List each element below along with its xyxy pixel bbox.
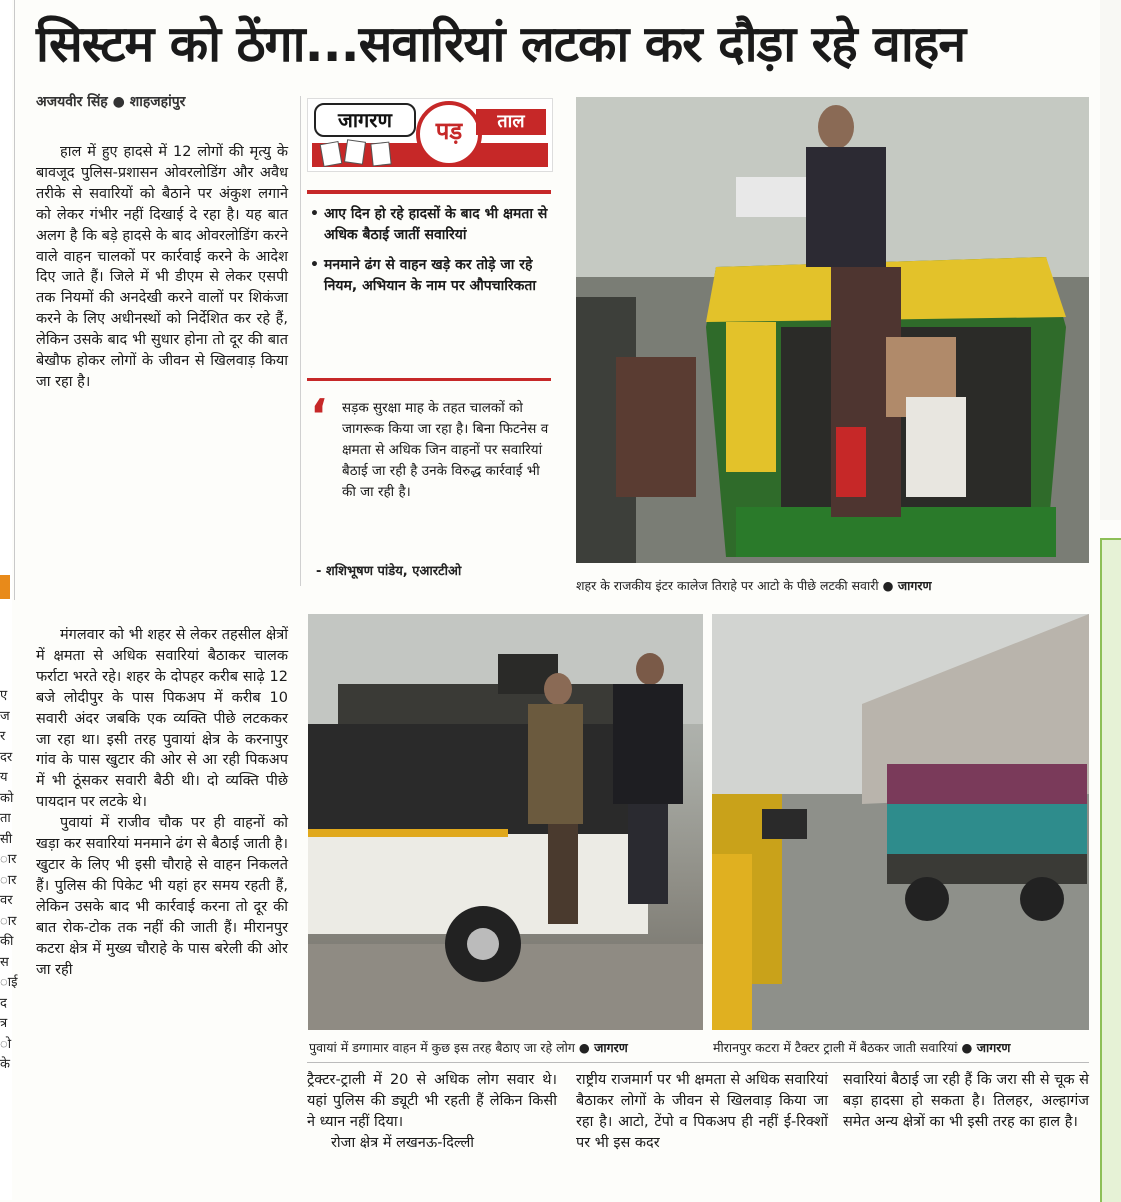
caption-text: मीरानपुर कटरा में टैक्टर ट्राली में बैठकर जाती सवारियां — [713, 1040, 958, 1055]
article-column-1 — [36, 142, 288, 393]
fragment-line: ता — [0, 811, 11, 826]
red-divider — [307, 190, 551, 194]
paragraph: राष्ट्रीय राजमार्ग पर भी क्षमता से अधिक सवारियां बैठाकर लोगों के जीवन से खिलवाड़ किया जा रहा है। आटो, टेंपो व पिकअप ही नहीं ई-रिक्शों पर भी इस कदर — [576, 1072, 828, 1151]
photo-tractor-trolley — [712, 614, 1089, 1030]
fragment-line: ार — [0, 872, 17, 888]
red-divider — [307, 378, 551, 381]
caption-credit: ● जागरण — [578, 1040, 628, 1055]
article-column-3 — [576, 1070, 828, 1154]
photo-auto-rickshaw — [576, 97, 1089, 563]
logo-magnifier-text: पड़ — [416, 101, 482, 167]
fragment-line: ो — [0, 1036, 12, 1052]
article-column-1-continued — [36, 625, 288, 980]
paragraph: ट्रैक्टर-ट्राली में 20 से अधिक लोग सवार थे। यहां पुलिस की ड्यूटी भी रहती हैं लेकिन किसी ने ध्यान नहीं दिया। — [307, 1072, 557, 1130]
caption-text: शहर के राजकीय इंटर कालेज तिराहे पर आटो के पीछे लटकी सवारी — [576, 578, 879, 593]
paragraph: मंगलवार को भी शहर से लेकर तहसील क्षेत्रों में क्षमता से अधिक सवारियां बैठाकर चालक फर्राटा भरते रहे। शहर के दोपहर करीब साढ़े 12 बजे लोदीपुर के पास पिकअप में करीब 10 सवारी अंदर जबकि एक व्यक्ति पीछे लटककर जा रहा था। इसी तरह पुवायां क्षेत्र के करनापुर गांव के पास खुटार की ओर से आ रही पिकअप में भी ठूंसकर सवारी बैठी थी। दो व्यक्ति पीछे पायदान पर लटके थे। — [36, 627, 288, 811]
fragment-line: ार — [0, 913, 17, 929]
headline: सिस्टम को ठेंगा...सवारियां लटका कर दौड़ा रहे वाहन — [36, 15, 966, 73]
caption-text: पुवायां में डग्गामार वाहन में कुछ इस तरह बैठाए जा रहे लोग — [309, 1040, 575, 1055]
fragment-line: य — [0, 770, 8, 785]
article-column-2 — [307, 1070, 557, 1154]
fragment-line: ार — [0, 852, 17, 867]
quote-mark: ‘ — [310, 389, 328, 443]
bottom-divider — [307, 1062, 1089, 1063]
photo-3-caption — [713, 1039, 1010, 1056]
fragment-line: र — [0, 729, 6, 744]
paragraph: सवारियां बैठाई जा रही हैं कि जरा सी से चूक से बड़ा हादसा हो सकता है। तिलहर, अल्हागंज समेत अन्य क्षेत्रों का भी इसी तरह का हाल है। — [843, 1072, 1089, 1130]
documents-icon — [316, 139, 406, 167]
pickup-illustration — [308, 614, 703, 1030]
sidebar-rule — [300, 96, 301, 586]
quote-text: सड़क सुरक्षा माह के तहत चालकों को जागरूक किया जा रहा है। बिना फिटनेस व क्षमता से अधिक जिन वाहनों पर सवारियां बैठाई जा रही है उनके विरुद्ध कार्रवाई भी की जा रही है। — [342, 400, 549, 500]
fragment-line: के — [0, 1057, 10, 1072]
highlight-item: • मनमाने ढंग से वाहन खड़े कर तोड़े जा रहे नियम, अभियान के नाम पर औपचारिकता — [310, 255, 552, 296]
photo-1-caption — [576, 577, 932, 594]
article-column-4 — [843, 1070, 1089, 1133]
fragment-line: त्र — [0, 1016, 8, 1031]
right-green-box — [1100, 538, 1121, 1202]
fragment-line: की — [0, 934, 14, 949]
highlights-list — [310, 204, 552, 306]
fragment-line: को — [0, 790, 14, 806]
left-column-rule — [14, 0, 15, 600]
adjacent-article-fragment — [0, 686, 24, 1076]
paragraph: पुवायां में राजीव चौक पर ही वाहनों को खड़ा कर सवारियां मनमाने ढंग से बैठाई जाती है। खुटार के लिए भी इसी चौराहे से वाहन निकलते हैं। पुलिस की पिकेट भी यहां हर समय रहती हैं, लेकिन उसके बाद भी कार्रवाई करना तो दूर की बात रोक-टोक तक नहीं की जाती हैं। मीरानपुर कटरा क्षेत्र में मुख्य चौराहे के पास बरेली की ओर जा रही — [36, 815, 288, 978]
official-quote — [308, 389, 552, 503]
fragment-line: द — [0, 995, 7, 1011]
caption-credit: ● जागरण — [882, 578, 932, 593]
logo-jagran-text: जागरण — [314, 103, 416, 137]
quote-attribution: - शशिभूषण पांडेय, एआरटीओ — [316, 564, 462, 579]
caption-credit: ● जागरण — [961, 1040, 1011, 1055]
paragraph: रोजा क्षेत्र में लखनऊ-दिल्ली — [331, 1134, 475, 1151]
tractor-trolley-illustration — [712, 614, 1089, 1030]
fragment-line: दर — [0, 749, 13, 765]
orange-marker — [0, 575, 10, 599]
logo-tal-text: ताल — [476, 109, 546, 135]
jagran-padtal-logo — [307, 98, 553, 172]
photo-pickup-vehicle — [308, 614, 703, 1030]
auto-rickshaw-illustration — [576, 97, 1089, 563]
paragraph: हाल में हुए हादसे में 12 लोगों की मृत्यु के बावजूद पुलिस-प्रशासन ओवरलोडिंग और अवैध तरीके से सवारियों को बैठाने पर अंकुश लगाने को लेकर गंभीर नहीं दिखाई दे रहा है। यह बात अलग है कि बड़े हादसे के बाद ओवरलोडिंग करने वाले वाहन चालकों पर कार्रवाई करने के आदेश दिए जाते हैं। जिले में भी डीएम से लेकर एसपी तक नियमों की अनदेखी करने वालों पर शिकंजा करने के लिए अधीनस्थों को निर्देशित कर रहे हैं, लेकिन उसके बाद भी सुधार होना तो दूर की बात बेखौफ होकर लोगों के जीवन से खिलवाड़ किया जा रहा है। — [36, 144, 288, 390]
fragment-line: ज — [0, 708, 10, 724]
byline: अजयवीर सिंह ● शाहजहांपुर — [36, 94, 186, 110]
fragment-line: वर — [0, 893, 13, 908]
photo-2-caption — [309, 1039, 628, 1056]
fragment-line: ए — [0, 688, 8, 703]
fragment-line: स — [0, 954, 9, 970]
fragment-line: सी — [0, 831, 13, 847]
fragment-line: ाई — [0, 975, 18, 990]
highlight-item: • आए दिन हो रहे हादसों के बाद भी क्षमता से अधिक बैठाई जातीं सवारियां — [310, 204, 552, 245]
